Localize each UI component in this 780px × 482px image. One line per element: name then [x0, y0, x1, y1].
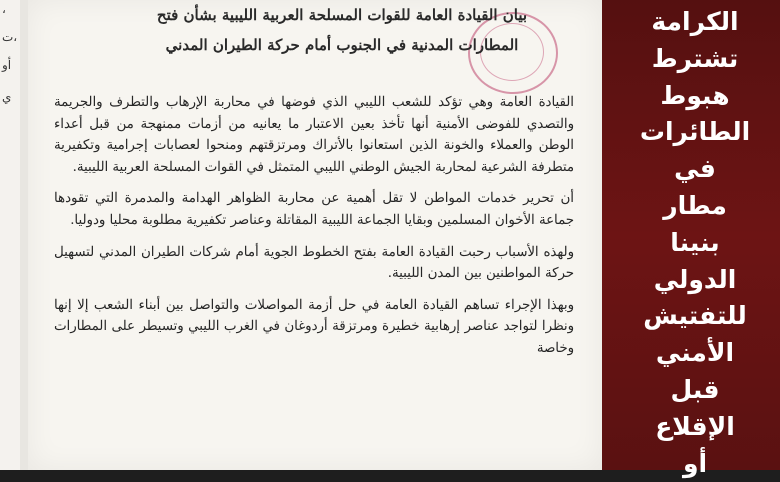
headline-word: تشترط	[651, 43, 739, 73]
document-body	[54, 92, 574, 370]
edge-text-fragment: ي	[2, 90, 12, 104]
headline-panel	[602, 0, 780, 478]
adjacent-document-edge	[0, 0, 20, 470]
headline-word: في	[674, 154, 716, 184]
headline-word: الدولي	[653, 264, 737, 294]
headline-word: الأمني	[655, 338, 735, 368]
headline-word: الكرامة	[651, 7, 739, 36]
headline-word: الطائرات	[639, 117, 751, 147]
statement-document	[28, 0, 602, 470]
headline-word: مطار	[663, 190, 727, 220]
paragraph-3: ولهذه الأسباب رحبت القيادة العامة بفتح الخطوط الجوية أمام شركات الطيران المدني لتسهيل حركة المواطنين بين المدن الليبية.	[54, 244, 574, 282]
title-line-1: بيان القيادة العامة للقوات المسلحة العربية الليبية بشأن فتح	[156, 6, 528, 24]
document-title	[112, 0, 572, 60]
headline-word: هبوط	[660, 80, 730, 110]
headline-word: الإقلاع	[655, 411, 735, 441]
headline-word: أو	[682, 448, 708, 478]
edge-text-fragment: ،ت	[2, 30, 18, 44]
edge-text-fragment: أو	[2, 58, 12, 72]
page-gap	[20, 0, 28, 470]
paragraph-4: وبهذا الإجراء تساهم القيادة العامة في حل أزمة المواصلات والتواصل بين أبناء الشعب إلا إنها ونظرا لتواجد عناصر إرهابية خطيرة ومرتزقة أردوغان في الغرب الليبي وتسيطر على المطارات وخاصة	[54, 297, 574, 356]
headline-word: بنينا	[670, 227, 720, 257]
headline-word: قبل	[670, 374, 720, 404]
edge-text-fragment: ،	[2, 2, 6, 16]
title-line-2: المطارات المدنية في الجنوب أمام حركة الطيران المدني	[165, 36, 519, 54]
paragraph-1: القيادة العامة وهي تؤكد للشعب الليبي الذي فوضها في محاربة الإرهاب والتطرف والجريمة والتصدي للفوضى الأمنية أنها تأخذ بعين الاعتبار ما يعانيه من أزمات ممنهجة من قبل أعداء الوطن والعملاء والخونة الذين استعانوا بالأتراك ومرتزقتهم ومنحوا لعصابات إجرامية وتكفيرية متطرفة الشرعية لمحاربة الجيش الوطني الليبي المتمثل في القوات المسلحة العربية الليبية.	[54, 95, 574, 175]
headline-text	[620, 4, 770, 482]
paragraph-2: أن تحرير خدمات المواطن لا تقل أهمية عن محاربة الظواهر الهدامة والمدمرة التي تقودها جماعة الأخوان المسلمين وبقايا الجماعة الليبية المقاتلة وعناصر تكفيرية مطلوبة محليا ودوليا.	[54, 191, 574, 228]
headline-word: للتفتيش	[643, 301, 747, 331]
